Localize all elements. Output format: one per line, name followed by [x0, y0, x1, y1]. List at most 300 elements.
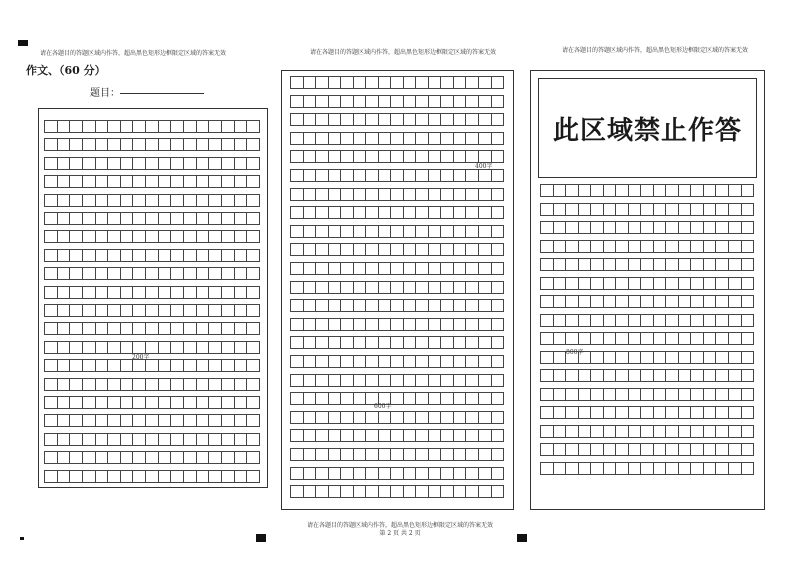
grid-cell[interactable]	[315, 113, 328, 126]
grid-cell[interactable]	[640, 203, 653, 216]
grid-cell[interactable]	[578, 443, 591, 456]
grid-cell[interactable]	[290, 467, 303, 480]
grid-cell[interactable]	[578, 258, 591, 271]
grid-cell[interactable]	[665, 388, 678, 401]
grid-cell[interactable]	[565, 203, 578, 216]
grid-cell[interactable]	[82, 378, 95, 391]
grid-cell[interactable]	[208, 267, 221, 280]
grid-cell[interactable]	[303, 411, 316, 424]
grid-cell[interactable]	[715, 314, 728, 327]
grid-cell[interactable]	[390, 225, 403, 238]
grid-cell[interactable]	[640, 184, 653, 197]
grid-cell[interactable]	[208, 341, 221, 354]
grid-cell[interactable]	[578, 221, 591, 234]
grid-cell[interactable]	[378, 132, 391, 145]
grid-cell[interactable]	[478, 336, 491, 349]
grid-cell[interactable]	[603, 369, 616, 382]
grid-cell[interactable]	[57, 249, 70, 262]
grid-cell[interactable]	[453, 374, 466, 387]
grid-cell[interactable]	[132, 230, 145, 243]
grid-cell[interactable]	[565, 221, 578, 234]
grid-cell[interactable]	[132, 157, 145, 170]
grid-cell[interactable]	[653, 388, 666, 401]
grid-cell[interactable]	[553, 314, 566, 327]
grid-cell[interactable]	[653, 332, 666, 345]
grid-cell[interactable]	[183, 267, 196, 280]
grid-cell[interactable]	[196, 304, 209, 317]
grid-cell[interactable]	[665, 462, 678, 475]
grid-cell[interactable]	[603, 332, 616, 345]
grid-cell[interactable]	[234, 286, 247, 299]
grid-cell[interactable]	[315, 262, 328, 275]
grid-cell[interactable]	[703, 462, 716, 475]
grid-cell[interactable]	[403, 169, 416, 182]
grid-cell[interactable]	[353, 411, 366, 424]
grid-cell[interactable]	[95, 230, 108, 243]
writing-grid-left[interactable]	[44, 120, 260, 488]
grid-cell[interactable]	[703, 240, 716, 253]
grid-cell[interactable]	[221, 286, 234, 299]
grid-cell[interactable]	[428, 95, 441, 108]
grid-cell[interactable]	[57, 212, 70, 225]
grid-cell[interactable]	[95, 120, 108, 133]
grid-cell[interactable]	[158, 470, 171, 483]
grid-cell[interactable]	[132, 414, 145, 427]
grid-cell[interactable]	[590, 258, 603, 271]
grid-cell[interactable]	[107, 212, 120, 225]
grid-cell[interactable]	[95, 359, 108, 372]
grid-cell[interactable]	[390, 429, 403, 442]
grid-cell[interactable]	[120, 304, 133, 317]
grid-cell[interactable]	[565, 277, 578, 290]
grid-cell[interactable]	[403, 448, 416, 461]
grid-cell[interactable]	[208, 414, 221, 427]
grid-cell[interactable]	[665, 203, 678, 216]
grid-cell[interactable]	[690, 295, 703, 308]
grid-cell[interactable]	[440, 281, 453, 294]
grid-cell[interactable]	[403, 392, 416, 405]
grid-cell[interactable]	[365, 76, 378, 89]
grid-cell[interactable]	[415, 336, 428, 349]
grid-cell[interactable]	[246, 267, 260, 280]
grid-cell[interactable]	[428, 150, 441, 163]
grid-cell[interactable]	[82, 249, 95, 262]
grid-cell[interactable]	[415, 132, 428, 145]
grid-cell[interactable]	[246, 120, 260, 133]
grid-cell[interactable]	[478, 95, 491, 108]
grid-cell[interactable]	[234, 212, 247, 225]
grid-cell[interactable]	[578, 184, 591, 197]
grid-cell[interactable]	[540, 221, 553, 234]
grid-cell[interactable]	[145, 230, 158, 243]
grid-cell[interactable]	[82, 341, 95, 354]
grid-cell[interactable]	[553, 203, 566, 216]
grid-cell[interactable]	[440, 374, 453, 387]
grid-cell[interactable]	[107, 286, 120, 299]
grid-cell[interactable]	[120, 157, 133, 170]
grid-cell[interactable]	[328, 169, 341, 182]
grid-cell[interactable]	[95, 267, 108, 280]
grid-cell[interactable]	[196, 267, 209, 280]
grid-cell[interactable]	[465, 318, 478, 331]
grid-cell[interactable]	[315, 150, 328, 163]
grid-cell[interactable]	[665, 240, 678, 253]
grid-cell[interactable]	[353, 150, 366, 163]
grid-cell[interactable]	[120, 194, 133, 207]
grid-cell[interactable]	[340, 225, 353, 238]
grid-cell[interactable]	[728, 258, 741, 271]
grid-cell[interactable]	[57, 157, 70, 170]
grid-cell[interactable]	[303, 355, 316, 368]
grid-cell[interactable]	[340, 355, 353, 368]
grid-cell[interactable]	[465, 169, 478, 182]
grid-cell[interactable]	[678, 462, 691, 475]
grid-cell[interactable]	[170, 414, 183, 427]
grid-cell[interactable]	[290, 448, 303, 461]
grid-cell[interactable]	[553, 443, 566, 456]
grid-cell[interactable]	[640, 258, 653, 271]
grid-cell[interactable]	[170, 138, 183, 151]
topic-answer-line[interactable]	[120, 93, 204, 94]
grid-cell[interactable]	[491, 429, 505, 442]
grid-cell[interactable]	[303, 169, 316, 182]
grid-cell[interactable]	[120, 378, 133, 391]
grid-cell[interactable]	[234, 175, 247, 188]
grid-cell[interactable]	[208, 157, 221, 170]
grid-cell[interactable]	[328, 429, 341, 442]
grid-cell[interactable]	[315, 467, 328, 480]
grid-cell[interactable]	[728, 425, 741, 438]
grid-cell[interactable]	[44, 157, 57, 170]
grid-cell[interactable]	[440, 95, 453, 108]
grid-cell[interactable]	[603, 184, 616, 197]
grid-cell[interactable]	[491, 299, 505, 312]
grid-cell[interactable]	[221, 359, 234, 372]
grid-cell[interactable]	[170, 433, 183, 446]
grid-cell[interactable]	[57, 138, 70, 151]
grid-cell[interactable]	[221, 267, 234, 280]
grid-cell[interactable]	[590, 314, 603, 327]
grid-cell[interactable]	[603, 443, 616, 456]
grid-cell[interactable]	[290, 262, 303, 275]
grid-cell[interactable]	[145, 175, 158, 188]
grid-cell[interactable]	[340, 206, 353, 219]
grid-cell[interactable]	[328, 113, 341, 126]
grid-cell[interactable]	[315, 243, 328, 256]
grid-cell[interactable]	[290, 336, 303, 349]
grid-cell[interactable]	[378, 485, 391, 498]
grid-cell[interactable]	[290, 95, 303, 108]
grid-cell[interactable]	[340, 374, 353, 387]
grid-cell[interactable]	[440, 262, 453, 275]
grid-cell[interactable]	[615, 314, 628, 327]
grid-cell[interactable]	[132, 267, 145, 280]
grid-cell[interactable]	[290, 225, 303, 238]
grid-cell[interactable]	[553, 425, 566, 438]
grid-cell[interactable]	[120, 230, 133, 243]
grid-cell[interactable]	[390, 485, 403, 498]
grid-cell[interactable]	[491, 448, 505, 461]
grid-cell[interactable]	[453, 188, 466, 201]
grid-cell[interactable]	[478, 318, 491, 331]
grid-cell[interactable]	[221, 157, 234, 170]
grid-cell[interactable]	[57, 451, 70, 464]
grid-cell[interactable]	[328, 206, 341, 219]
grid-cell[interactable]	[340, 188, 353, 201]
grid-cell[interactable]	[478, 113, 491, 126]
grid-cell[interactable]	[145, 157, 158, 170]
grid-cell[interactable]	[615, 184, 628, 197]
grid-cell[interactable]	[353, 169, 366, 182]
grid-cell[interactable]	[715, 332, 728, 345]
grid-cell[interactable]	[578, 406, 591, 419]
grid-cell[interactable]	[353, 132, 366, 145]
grid-cell[interactable]	[208, 378, 221, 391]
grid-cell[interactable]	[69, 249, 82, 262]
grid-cell[interactable]	[653, 184, 666, 197]
grid-cell[interactable]	[453, 150, 466, 163]
grid-cell[interactable]	[340, 169, 353, 182]
grid-cell[interactable]	[665, 406, 678, 419]
grid-cell[interactable]	[145, 138, 158, 151]
grid-cell[interactable]	[615, 277, 628, 290]
grid-cell[interactable]	[440, 188, 453, 201]
grid-cell[interactable]	[221, 451, 234, 464]
grid-cell[interactable]	[715, 184, 728, 197]
grid-cell[interactable]	[590, 462, 603, 475]
grid-cell[interactable]	[353, 95, 366, 108]
grid-cell[interactable]	[378, 467, 391, 480]
grid-cell[interactable]	[690, 240, 703, 253]
grid-cell[interactable]	[69, 322, 82, 335]
grid-cell[interactable]	[453, 113, 466, 126]
grid-cell[interactable]	[69, 157, 82, 170]
grid-cell[interactable]	[403, 76, 416, 89]
grid-cell[interactable]	[145, 433, 158, 446]
grid-cell[interactable]	[132, 212, 145, 225]
grid-cell[interactable]	[196, 249, 209, 262]
grid-cell[interactable]	[328, 188, 341, 201]
grid-cell[interactable]	[340, 392, 353, 405]
grid-cell[interactable]	[69, 378, 82, 391]
grid-cell[interactable]	[183, 451, 196, 464]
grid-cell[interactable]	[290, 392, 303, 405]
grid-cell[interactable]	[478, 76, 491, 89]
grid-cell[interactable]	[107, 120, 120, 133]
grid-cell[interactable]	[303, 318, 316, 331]
grid-cell[interactable]	[57, 414, 70, 427]
grid-cell[interactable]	[158, 304, 171, 317]
grid-cell[interactable]	[246, 359, 260, 372]
grid-cell[interactable]	[565, 462, 578, 475]
grid-cell[interactable]	[678, 277, 691, 290]
grid-cell[interactable]	[120, 359, 133, 372]
grid-cell[interactable]	[158, 212, 171, 225]
grid-cell[interactable]	[57, 230, 70, 243]
grid-cell[interactable]	[303, 262, 316, 275]
grid-cell[interactable]	[234, 157, 247, 170]
grid-cell[interactable]	[390, 150, 403, 163]
grid-cell[interactable]	[565, 369, 578, 382]
grid-cell[interactable]	[315, 355, 328, 368]
grid-cell[interactable]	[415, 243, 428, 256]
grid-cell[interactable]	[478, 132, 491, 145]
grid-cell[interactable]	[44, 359, 57, 372]
grid-cell[interactable]	[365, 113, 378, 126]
grid-cell[interactable]	[328, 374, 341, 387]
grid-cell[interactable]	[303, 448, 316, 461]
grid-cell[interactable]	[640, 277, 653, 290]
grid-cell[interactable]	[428, 374, 441, 387]
grid-cell[interactable]	[653, 277, 666, 290]
grid-cell[interactable]	[415, 485, 428, 498]
grid-cell[interactable]	[578, 425, 591, 438]
grid-cell[interactable]	[653, 203, 666, 216]
grid-cell[interactable]	[340, 411, 353, 424]
grid-cell[interactable]	[491, 95, 505, 108]
grid-cell[interactable]	[390, 448, 403, 461]
grid-cell[interactable]	[196, 359, 209, 372]
grid-cell[interactable]	[183, 396, 196, 409]
grid-cell[interactable]	[183, 470, 196, 483]
grid-cell[interactable]	[390, 392, 403, 405]
grid-cell[interactable]	[553, 462, 566, 475]
grid-cell[interactable]	[728, 277, 741, 290]
grid-cell[interactable]	[183, 194, 196, 207]
grid-cell[interactable]	[44, 286, 57, 299]
grid-cell[interactable]	[615, 351, 628, 364]
grid-cell[interactable]	[465, 299, 478, 312]
grid-cell[interactable]	[415, 206, 428, 219]
grid-cell[interactable]	[353, 225, 366, 238]
grid-cell[interactable]	[578, 240, 591, 253]
grid-cell[interactable]	[107, 230, 120, 243]
grid-cell[interactable]	[553, 258, 566, 271]
grid-cell[interactable]	[403, 467, 416, 480]
grid-cell[interactable]	[132, 286, 145, 299]
grid-cell[interactable]	[428, 392, 441, 405]
grid-cell[interactable]	[690, 314, 703, 327]
grid-cell[interactable]	[378, 262, 391, 275]
grid-cell[interactable]	[69, 414, 82, 427]
grid-cell[interactable]	[403, 188, 416, 201]
grid-cell[interactable]	[491, 243, 505, 256]
grid-cell[interactable]	[95, 396, 108, 409]
grid-cell[interactable]	[428, 411, 441, 424]
grid-cell[interactable]	[196, 341, 209, 354]
grid-cell[interactable]	[196, 322, 209, 335]
grid-cell[interactable]	[57, 304, 70, 317]
grid-cell[interactable]	[703, 203, 716, 216]
grid-cell[interactable]	[158, 230, 171, 243]
grid-cell[interactable]	[653, 240, 666, 253]
grid-cell[interactable]	[158, 175, 171, 188]
grid-cell[interactable]	[715, 258, 728, 271]
grid-cell[interactable]	[590, 443, 603, 456]
grid-cell[interactable]	[491, 467, 505, 480]
grid-cell[interactable]	[158, 157, 171, 170]
grid-cell[interactable]	[491, 281, 505, 294]
grid-cell[interactable]	[628, 388, 641, 401]
grid-cell[interactable]	[340, 132, 353, 145]
grid-cell[interactable]	[107, 341, 120, 354]
grid-cell[interactable]	[741, 351, 755, 364]
grid-cell[interactable]	[728, 369, 741, 382]
grid-cell[interactable]	[170, 120, 183, 133]
grid-cell[interactable]	[290, 355, 303, 368]
grid-cell[interactable]	[690, 184, 703, 197]
grid-cell[interactable]	[145, 249, 158, 262]
grid-cell[interactable]	[453, 95, 466, 108]
grid-cell[interactable]	[415, 392, 428, 405]
grid-cell[interactable]	[728, 351, 741, 364]
grid-cell[interactable]	[246, 470, 260, 483]
grid-cell[interactable]	[628, 462, 641, 475]
grid-cell[interactable]	[428, 281, 441, 294]
grid-cell[interactable]	[703, 351, 716, 364]
grid-cell[interactable]	[640, 443, 653, 456]
grid-cell[interactable]	[741, 221, 755, 234]
grid-cell[interactable]	[540, 443, 553, 456]
grid-cell[interactable]	[491, 374, 505, 387]
grid-cell[interactable]	[403, 206, 416, 219]
grid-cell[interactable]	[453, 448, 466, 461]
grid-cell[interactable]	[95, 378, 108, 391]
grid-cell[interactable]	[208, 433, 221, 446]
grid-cell[interactable]	[170, 286, 183, 299]
grid-cell[interactable]	[365, 355, 378, 368]
grid-cell[interactable]	[315, 299, 328, 312]
grid-cell[interactable]	[221, 230, 234, 243]
grid-cell[interactable]	[741, 203, 755, 216]
grid-cell[interactable]	[603, 406, 616, 419]
grid-cell[interactable]	[246, 304, 260, 317]
grid-cell[interactable]	[478, 374, 491, 387]
grid-cell[interactable]	[453, 318, 466, 331]
grid-cell[interactable]	[120, 286, 133, 299]
grid-cell[interactable]	[328, 281, 341, 294]
grid-cell[interactable]	[95, 414, 108, 427]
grid-cell[interactable]	[440, 150, 453, 163]
grid-cell[interactable]	[478, 262, 491, 275]
grid-cell[interactable]	[221, 304, 234, 317]
grid-cell[interactable]	[132, 120, 145, 133]
grid-cell[interactable]	[234, 120, 247, 133]
grid-cell[interactable]	[246, 341, 260, 354]
grid-cell[interactable]	[491, 411, 505, 424]
grid-cell[interactable]	[120, 396, 133, 409]
grid-cell[interactable]	[540, 388, 553, 401]
grid-cell[interactable]	[353, 355, 366, 368]
grid-cell[interactable]	[208, 322, 221, 335]
grid-cell[interactable]	[628, 369, 641, 382]
grid-cell[interactable]	[428, 318, 441, 331]
grid-cell[interactable]	[728, 295, 741, 308]
grid-cell[interactable]	[540, 203, 553, 216]
grid-cell[interactable]	[665, 295, 678, 308]
grid-cell[interactable]	[158, 359, 171, 372]
grid-cell[interactable]	[453, 262, 466, 275]
grid-cell[interactable]	[57, 120, 70, 133]
grid-cell[interactable]	[196, 414, 209, 427]
grid-cell[interactable]	[69, 120, 82, 133]
grid-cell[interactable]	[678, 240, 691, 253]
grid-cell[interactable]	[703, 277, 716, 290]
grid-cell[interactable]	[478, 355, 491, 368]
grid-cell[interactable]	[428, 448, 441, 461]
grid-cell[interactable]	[183, 249, 196, 262]
grid-cell[interactable]	[328, 467, 341, 480]
